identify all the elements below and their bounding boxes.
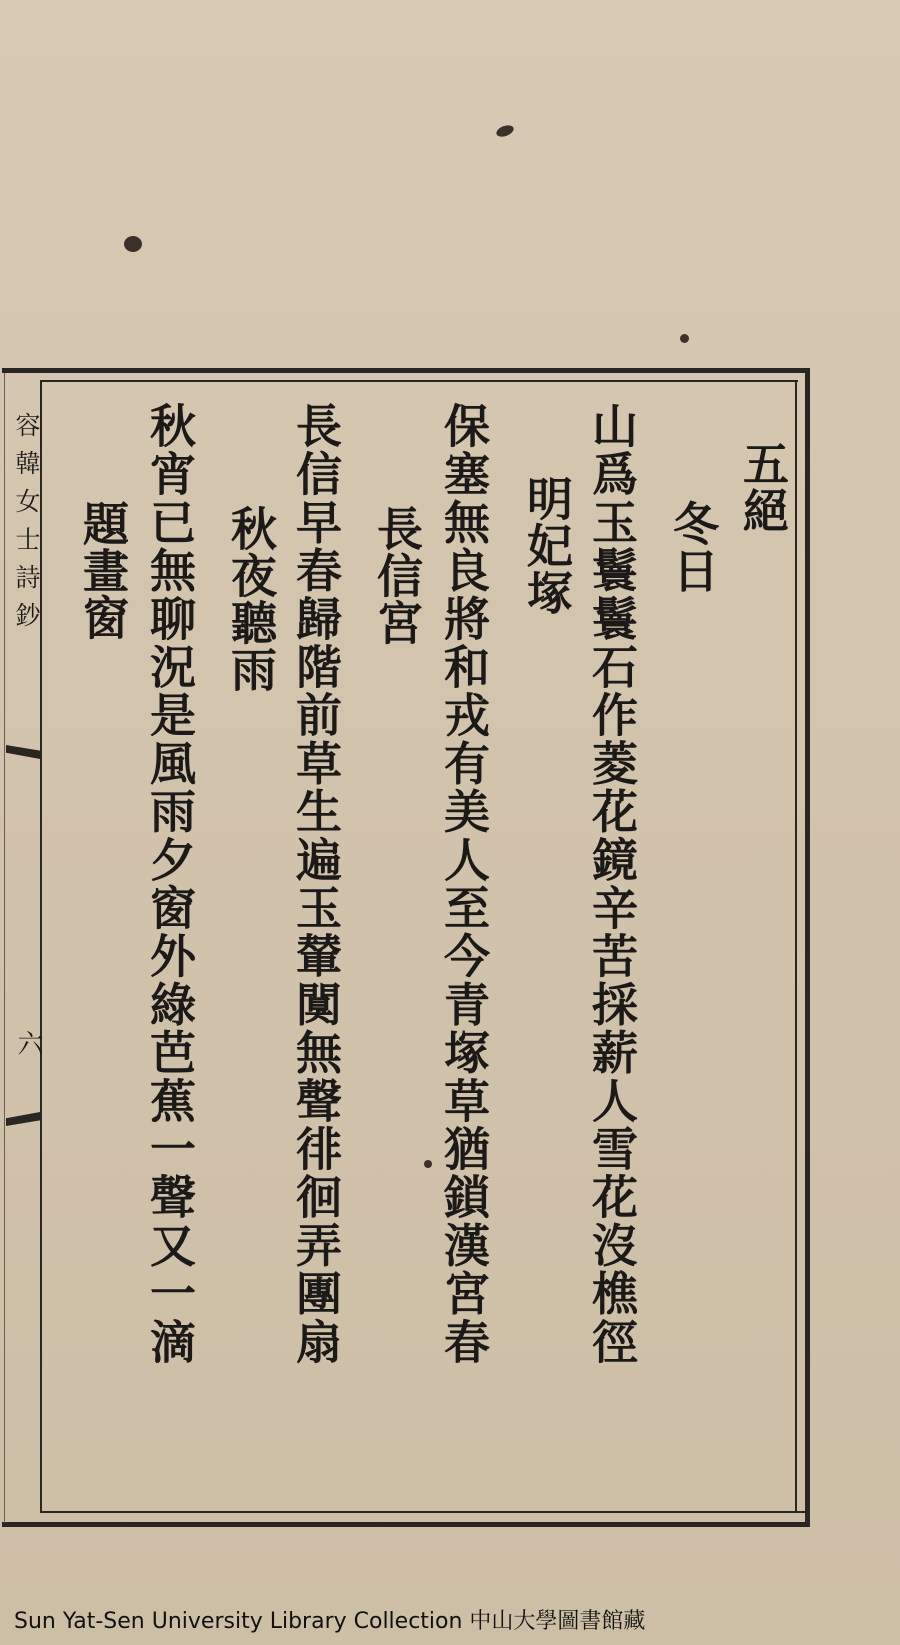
footer-caption: Sun Yat-Sen University Library Collection 中山大學圖書館藏 (14, 1609, 646, 1634)
fish-tail-bottom-mark (6, 1112, 40, 1126)
frame-edge-line (4, 373, 5, 1523)
poem-text-changxin-palace: 長信早春歸階前草生遍玉輦闃無聲徘徊弄團扇 (289, 402, 343, 1366)
poem-title-winter-day: 冬日 (666, 500, 720, 594)
poem-text-winter-day: 山爲玉鬟鬟石作菱花鏡辛苦採薪人雪花沒樵徑 (585, 402, 639, 1366)
fish-tail-top-mark (6, 745, 40, 759)
frame-top-inner-rule (40, 380, 798, 382)
poem-title-painted-window: 題畫窗 (76, 500, 130, 641)
ink-speck (124, 236, 142, 252)
poem-text-autumn-night-rain: 秋宵已無聊況是風雨夕窗外綠芭蕉一聲又一滴 (143, 402, 197, 1366)
poem-title-changxin-palace: 長信宮 (370, 505, 424, 646)
frame-bottom-rule (2, 1522, 810, 1527)
frame-bottom-inner-rule (40, 1511, 810, 1513)
poem-title-autumn-night-rain: 秋夜聽雨 (224, 505, 278, 693)
frame-right-rule (805, 368, 810, 1527)
section-heading: 五絕 (736, 440, 790, 534)
poem-text-mingfei-tomb: 保塞無良將和戎有美人至今青塚草猶鎖漢宮春 (437, 402, 491, 1366)
frame-right-inner-rule (795, 380, 797, 1513)
poem-title-mingfei-tomb: 明妃塚 (520, 475, 574, 616)
frame-top-rule (2, 368, 808, 373)
ink-speck (680, 334, 689, 343)
ink-speck (495, 123, 515, 139)
margin-page-number: 六 (13, 1030, 43, 1056)
ink-speck (424, 1160, 432, 1168)
margin-book-title: 容韓女士詩鈔 (12, 412, 41, 640)
